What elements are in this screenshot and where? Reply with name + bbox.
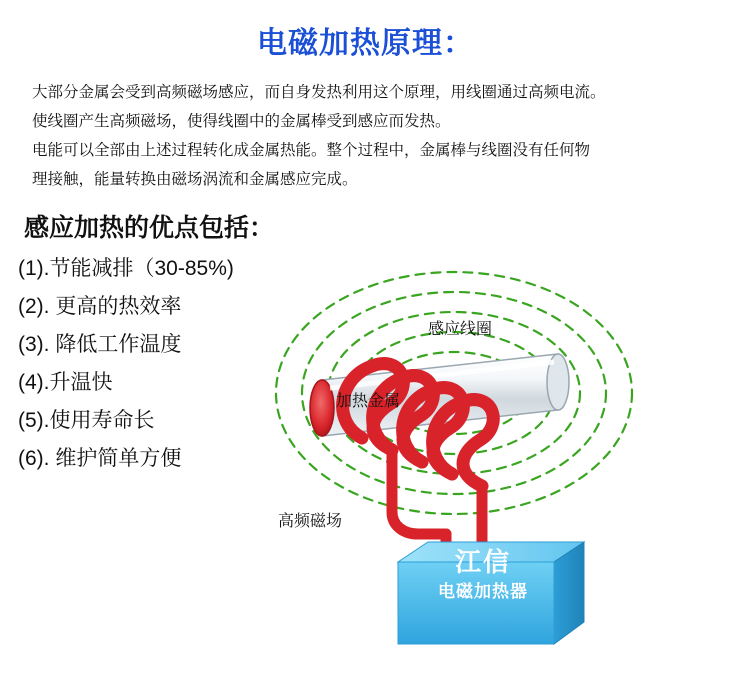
device-brand-label: 江信: [454, 547, 511, 577]
diagram-svg: [258, 262, 728, 667]
device-subtitle-label: 电磁加热器: [438, 582, 528, 601]
intro-line-2: 使线圈产生高频磁场，使得线圈中的金属棒受到感应而发热。: [32, 113, 451, 130]
list-item: (3). 降低工作温度: [18, 333, 182, 356]
intro-line-3: 电能可以全部由上述过程转化成金属热能。整个过程中，金属棒与线圈没有任何物: [32, 142, 591, 159]
list-item: (2). 更高的热效率: [18, 295, 182, 318]
list-item: (6). 维护简单方便: [18, 447, 182, 470]
advantages-list: [18, 250, 288, 478]
intro-line-4: 理接触，能量转换由磁场涡流和金属感应完成。: [32, 171, 358, 188]
intro-line-1: 大部分金属会受到高频磁场感应，而自身发热利用这个原理，用线圈通过高频电流。: [32, 84, 606, 101]
label-magnetic-field: 高频磁场: [278, 513, 343, 530]
advantages-heading: 感应加热的优点包括：: [24, 214, 275, 242]
intro-paragraph: [32, 78, 707, 194]
page-title: 电磁加热原理：: [257, 27, 474, 60]
label-heated-metal: 加热金属: [336, 393, 401, 410]
induction-heating-diagram: [258, 262, 728, 667]
label-induction-coil: 感应线圈: [428, 321, 493, 338]
list-item: (4).升温快: [18, 371, 113, 394]
list-item: (5).使用寿命长: [18, 409, 155, 432]
list-item: (1).节能减排（30-85%): [18, 257, 234, 280]
